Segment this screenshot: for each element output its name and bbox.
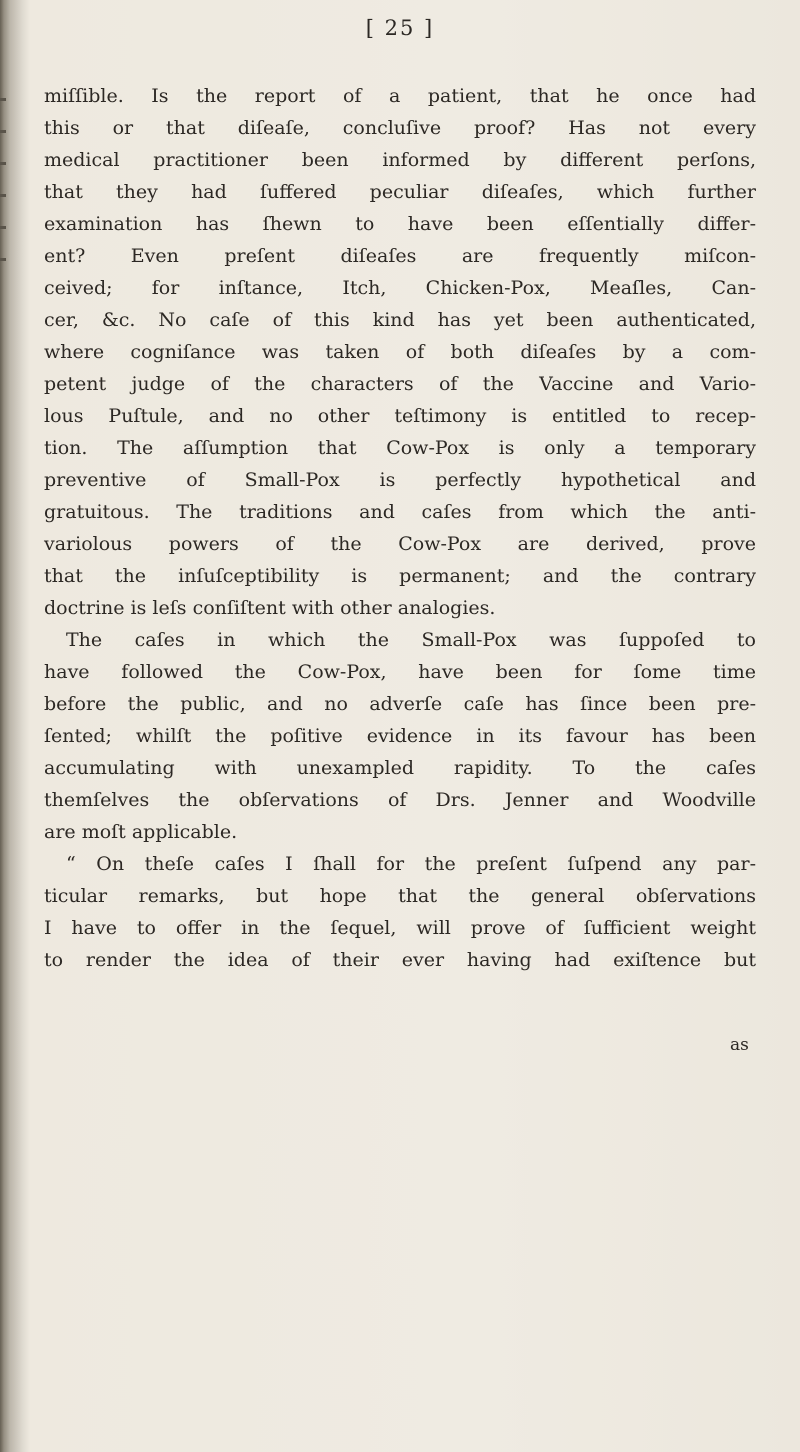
page-number: [ 25 ]	[365, 16, 435, 40]
text-line: themſelves the obſervations of Drs. Jenner and Woodville	[44, 789, 756, 811]
text-line: ticular remarks, but hope that the general obſervations	[44, 885, 756, 907]
edge-mark	[0, 162, 6, 165]
text-line: examination has ſhewn to have been eſſentially differ-	[44, 213, 756, 235]
text-line: ent? Even preſent diſeaſes are frequently miſcon-	[44, 245, 756, 267]
edge-mark	[0, 130, 6, 133]
text-line: lous Puſtule, and no other teſtimony is entitled to recep-	[44, 405, 756, 427]
edge-mark	[0, 258, 6, 261]
body-text	[44, 80, 756, 976]
text-line: doctrine is leſs conſiſtent with other analogies.	[44, 597, 496, 619]
catchword: as	[730, 1035, 749, 1055]
text-line: accumulating with unexampled rapidity. To the caſes	[44, 757, 756, 779]
binding-shadow	[0, 0, 30, 1452]
text-line: “ On theſe caſes I ſhall for the preſent ſuſpend any par-	[66, 853, 756, 875]
page-header	[0, 16, 800, 40]
text-line: preventive of Small-Pox is perfectly hypothetical and	[44, 469, 756, 491]
text-line: that the inſuſceptibility is permanent; and the contrary	[44, 565, 756, 587]
text-line: before the public, and no adverſe caſe has ſince been pre-	[44, 693, 756, 715]
text-line: that they had ſuffered peculiar diſeaſes, which further	[44, 181, 756, 203]
text-line: I have to offer in the ſequel, will prove of ſufficient weight	[44, 917, 756, 939]
text-line: gratuitous. The traditions and caſes from which the anti-	[44, 501, 756, 523]
text-line: tion. The aſſumption that Cow-Pox is only a temporary	[44, 437, 756, 459]
text-line: cer, &c. No caſe of this kind has yet been authenticated,	[44, 309, 756, 331]
text-line: to render the idea of their ever having had exiſtence but	[44, 949, 756, 971]
text-line: are moſt applicable.	[44, 821, 238, 843]
text-line: ſented; whilſt the poſitive evidence in its favour has been	[44, 725, 756, 747]
text-line: petent judge of the characters of the Vaccine and Vario-	[44, 373, 756, 395]
text-line: ceived; for inſtance, Itch, Chicken-Pox, Meaſles, Can-	[44, 277, 756, 299]
edge-mark	[0, 226, 6, 229]
text-line: miſſible. Is the report of a patient, that he once had	[44, 85, 756, 107]
text-line: where cogniſance was taken of both diſeaſes by a com-	[44, 341, 756, 363]
text-line: this or that diſeaſe, concluſive proof? Has not every	[44, 117, 756, 139]
text-line: medical practitioner been informed by different perſons,	[44, 149, 756, 171]
edge-mark	[0, 98, 6, 101]
text-line: have followed the Cow-Pox, have been for ſome time	[44, 661, 756, 683]
edge-mark	[0, 194, 6, 197]
text-line: The caſes in which the Small-Pox was ſuppoſed to	[66, 629, 756, 651]
text-line: variolous powers of the Cow-Pox are derived, prove	[44, 533, 756, 555]
